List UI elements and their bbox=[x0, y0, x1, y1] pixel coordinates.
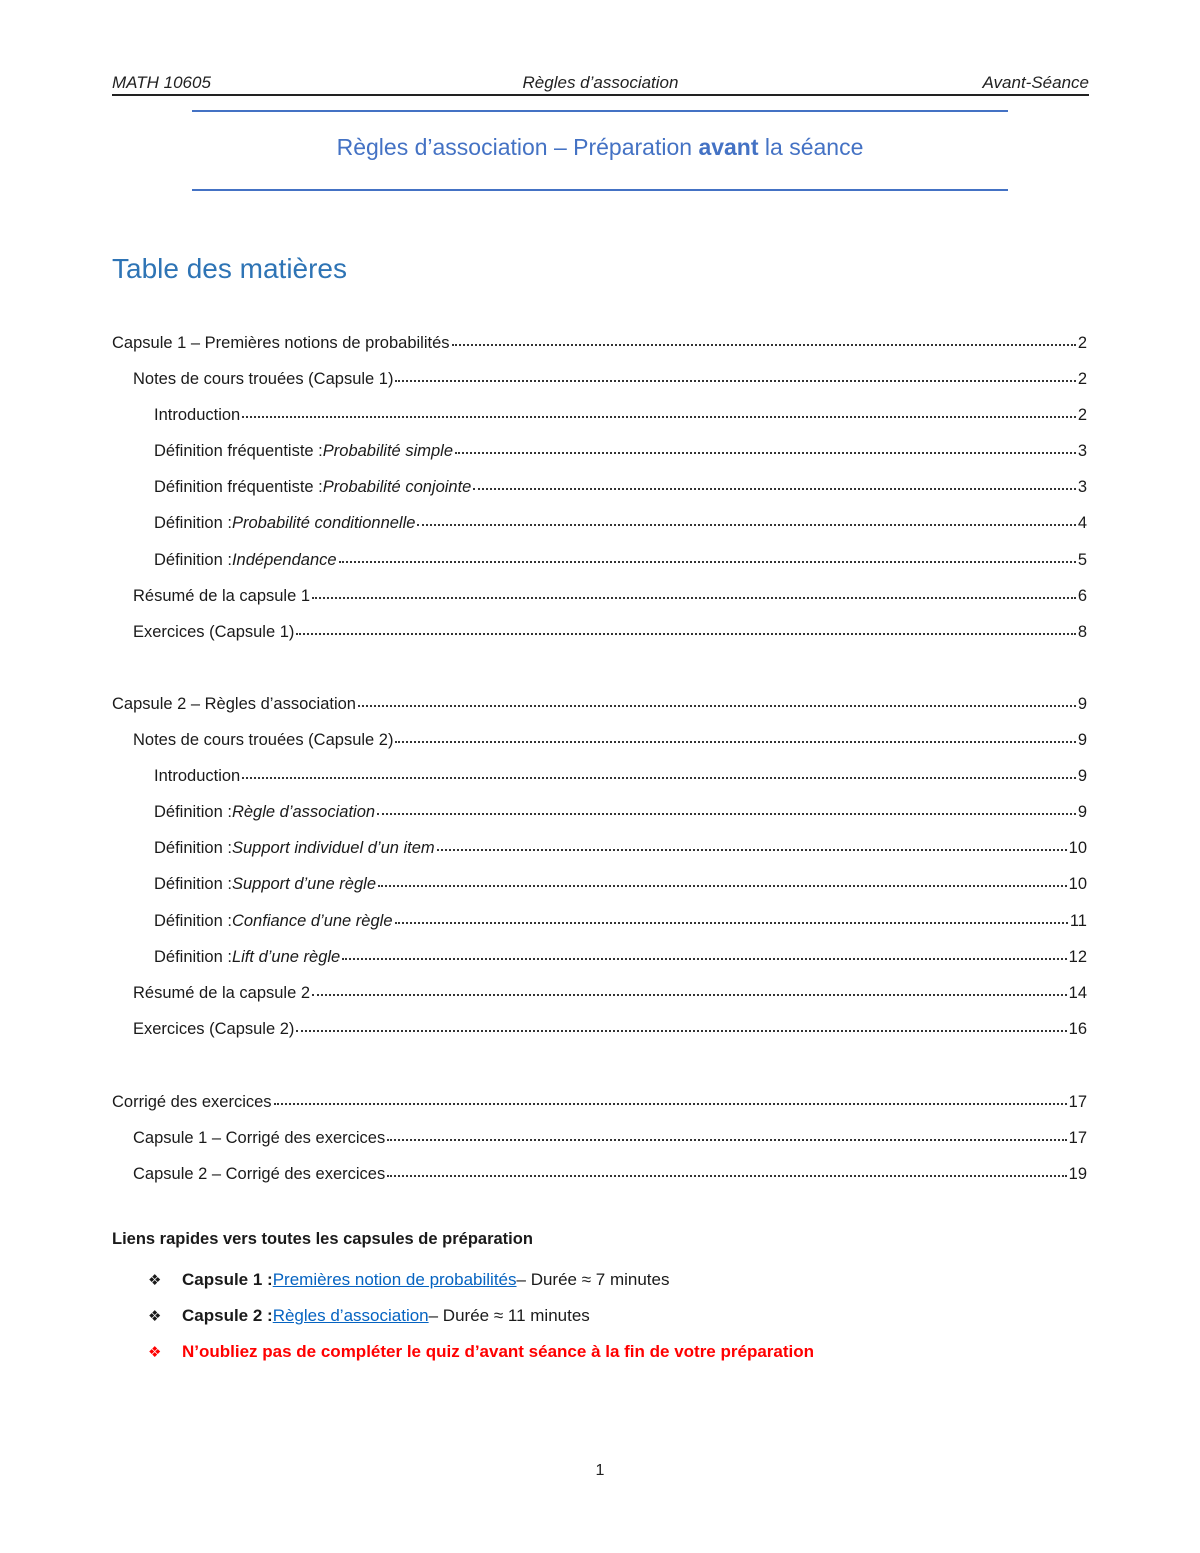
toc-leader-dots bbox=[395, 365, 1075, 382]
header-topic: Règles d’association bbox=[522, 73, 679, 92]
title-rule-top bbox=[192, 110, 1008, 112]
toc-page-number: 3 bbox=[1077, 478, 1087, 496]
toc-entry-label: Capsule 1 – Premières notions de probabilités bbox=[112, 334, 450, 352]
toc-leader-dots bbox=[437, 834, 1067, 851]
toc-page-number: 4 bbox=[1077, 514, 1087, 532]
capsule-2-link[interactable]: Règles d’association bbox=[272, 1306, 429, 1325]
toc-page-number: 9 bbox=[1077, 695, 1087, 713]
document-title bbox=[192, 134, 1008, 161]
toc-leader-dots bbox=[395, 907, 1068, 924]
toc-entry[interactable] bbox=[133, 367, 1087, 391]
toc-entry[interactable] bbox=[112, 692, 1087, 716]
quick-links-heading: Liens rapides vers toutes les capsules de préparation bbox=[112, 1230, 533, 1248]
toc-leader-dots bbox=[387, 1160, 1066, 1177]
page-number: 1 bbox=[595, 1462, 605, 1479]
toc-entry-term: Confiance d’une règle bbox=[231, 912, 393, 930]
capsule-2-label: Capsule 2 : bbox=[182, 1306, 273, 1325]
header-section: Avant-Séance bbox=[982, 73, 1089, 92]
toc-entry-term: Probabilité conjointe bbox=[322, 478, 472, 496]
toc-page-number: 19 bbox=[1068, 1165, 1087, 1183]
header-course-code: MATH 10605 bbox=[112, 73, 211, 92]
diamond-bullet-icon: ❖ bbox=[148, 1308, 162, 1325]
toc-leader-dots bbox=[473, 473, 1075, 490]
quick-link-capsule-2 bbox=[148, 1306, 590, 1326]
toc-leader-dots bbox=[417, 509, 1075, 526]
title-text-end: la séance bbox=[758, 134, 864, 160]
toc-entry-label: Résumé de la capsule 2 bbox=[133, 984, 311, 1002]
toc-entry[interactable] bbox=[154, 439, 1087, 463]
toc-entry-term: Support individuel d’un item bbox=[231, 839, 435, 857]
toc-leader-dots bbox=[296, 618, 1075, 635]
capsule-2-duration: – Durée ≈ 11 minutes bbox=[428, 1306, 590, 1325]
toc-leader-dots bbox=[378, 870, 1067, 887]
toc-heading: Table des matières bbox=[112, 253, 348, 284]
toc-entry-term: Support d’une règle bbox=[231, 875, 376, 893]
toc-entry[interactable] bbox=[154, 511, 1087, 535]
title-rule-bottom bbox=[192, 189, 1008, 191]
toc-page-number: 6 bbox=[1077, 587, 1087, 605]
toc-entry-term: Lift d’une règle bbox=[231, 948, 341, 966]
toc-leader-dots bbox=[455, 437, 1076, 454]
toc-leader-dots bbox=[274, 1088, 1067, 1105]
toc-entry-label: Définition : bbox=[154, 514, 232, 532]
toc-page-number: 16 bbox=[1068, 1020, 1087, 1038]
toc-page-number: 9 bbox=[1077, 767, 1087, 785]
diamond-bullet-icon: ❖ bbox=[148, 1272, 162, 1289]
capsule-1-duration: – Durée ≈ 7 minutes bbox=[516, 1270, 670, 1289]
toc-page-number: 2 bbox=[1077, 334, 1087, 352]
toc-entry-label: Capsule 2 – Règles d’association bbox=[112, 695, 356, 713]
toc-entry[interactable] bbox=[112, 331, 1087, 355]
toc-page-number: 8 bbox=[1077, 623, 1087, 641]
toc-leader-dots bbox=[387, 1124, 1066, 1141]
capsule-1-link[interactable]: Premières notion de probabilités bbox=[272, 1270, 517, 1289]
toc-page-number: 2 bbox=[1077, 406, 1087, 424]
toc-entry[interactable] bbox=[154, 836, 1087, 860]
toc-leader-dots bbox=[395, 726, 1075, 743]
toc-leader-dots bbox=[242, 762, 1076, 779]
toc-entry[interactable] bbox=[133, 1162, 1087, 1186]
toc-entry-label: Définition : bbox=[154, 875, 232, 893]
toc-entry-label: Capsule 2 – Corrigé des exercices bbox=[133, 1165, 386, 1183]
toc-entry[interactable] bbox=[133, 981, 1087, 1005]
quiz-reminder bbox=[148, 1342, 814, 1362]
toc-entry-label: Exercices (Capsule 1) bbox=[133, 623, 295, 641]
toc-entry[interactable] bbox=[154, 800, 1087, 824]
toc-leader-dots bbox=[312, 582, 1076, 599]
toc-entry-label: Définition fréquentiste : bbox=[154, 442, 323, 460]
toc-leader-dots bbox=[377, 798, 1076, 815]
toc-page-number: 14 bbox=[1068, 984, 1087, 1002]
toc-entry-label: Définition fréquentiste : bbox=[154, 478, 323, 496]
toc-page-number: 9 bbox=[1077, 731, 1087, 749]
toc-page-number: 5 bbox=[1077, 551, 1087, 569]
toc-page-number: 17 bbox=[1068, 1129, 1087, 1147]
toc-leader-dots bbox=[358, 690, 1076, 707]
running-header bbox=[112, 72, 1089, 96]
toc-entry[interactable] bbox=[154, 945, 1087, 969]
toc-entry[interactable] bbox=[154, 872, 1087, 896]
toc-entry[interactable] bbox=[154, 909, 1087, 933]
toc-entry-label: Notes de cours trouées (Capsule 1) bbox=[133, 370, 394, 388]
toc-entry[interactable] bbox=[133, 584, 1087, 608]
toc-entry-label: Exercices (Capsule 2) bbox=[133, 1020, 295, 1038]
toc-leader-dots bbox=[342, 943, 1066, 960]
toc-entry-label: Définition : bbox=[154, 948, 232, 966]
toc-entry-label: Introduction bbox=[154, 767, 241, 785]
toc-entry[interactable] bbox=[133, 1126, 1087, 1150]
toc-entry-term: Indépendance bbox=[231, 551, 337, 569]
toc-entry[interactable] bbox=[133, 1017, 1087, 1041]
toc-entry[interactable] bbox=[133, 728, 1087, 752]
toc-page-number: 3 bbox=[1077, 442, 1087, 460]
toc-leader-dots bbox=[339, 546, 1076, 563]
toc-entry-label: Notes de cours trouées (Capsule 2) bbox=[133, 731, 394, 749]
toc-entry-label: Résumé de la capsule 1 bbox=[133, 587, 311, 605]
toc-entry-label: Capsule 1 – Corrigé des exercices bbox=[133, 1129, 386, 1147]
toc-page-number: 10 bbox=[1068, 839, 1087, 857]
toc-leader-dots bbox=[242, 401, 1076, 418]
toc-entry[interactable] bbox=[154, 548, 1087, 572]
diamond-bullet-icon: ❖ bbox=[148, 1344, 162, 1361]
quick-link-capsule-1 bbox=[148, 1270, 669, 1290]
toc-entry-label: Définition : bbox=[154, 912, 232, 930]
toc-leader-dots bbox=[296, 1015, 1066, 1032]
toc-entry-term: Règle d’association bbox=[231, 803, 376, 821]
toc-leader-dots bbox=[452, 329, 1076, 346]
title-text-start: Règles d’association – Préparation bbox=[336, 134, 699, 160]
title-text-bold: avant bbox=[698, 134, 759, 160]
toc-entry[interactable] bbox=[154, 475, 1087, 499]
toc-entry-label: Définition : bbox=[154, 839, 232, 857]
toc-entry-label: Corrigé des exercices bbox=[112, 1093, 272, 1111]
toc-page-number: 12 bbox=[1068, 948, 1087, 966]
toc-page-number: 17 bbox=[1068, 1093, 1087, 1111]
toc-entry-term: Probabilité simple bbox=[322, 442, 453, 460]
toc-page-number: 10 bbox=[1068, 875, 1087, 893]
toc-leader-dots bbox=[312, 979, 1067, 996]
toc-entry-label: Introduction bbox=[154, 406, 241, 424]
toc-page-number: 11 bbox=[1069, 912, 1087, 930]
toc-entry[interactable] bbox=[154, 403, 1087, 427]
toc-entry-term: Probabilité conditionnelle bbox=[231, 514, 416, 532]
toc-page-number: 9 bbox=[1077, 803, 1087, 821]
toc-entry[interactable] bbox=[112, 1090, 1087, 1114]
toc-entry[interactable] bbox=[133, 620, 1087, 644]
toc-entry-label: Définition : bbox=[154, 551, 232, 569]
toc-entry-label: Définition : bbox=[154, 803, 232, 821]
quiz-reminder-text: N’oubliez pas de compléter le quiz d’avant séance à la fin de votre préparation bbox=[182, 1342, 815, 1361]
capsule-1-label: Capsule 1 : bbox=[182, 1270, 273, 1289]
toc-page-number: 2 bbox=[1077, 370, 1087, 388]
toc-entry[interactable] bbox=[154, 764, 1087, 788]
